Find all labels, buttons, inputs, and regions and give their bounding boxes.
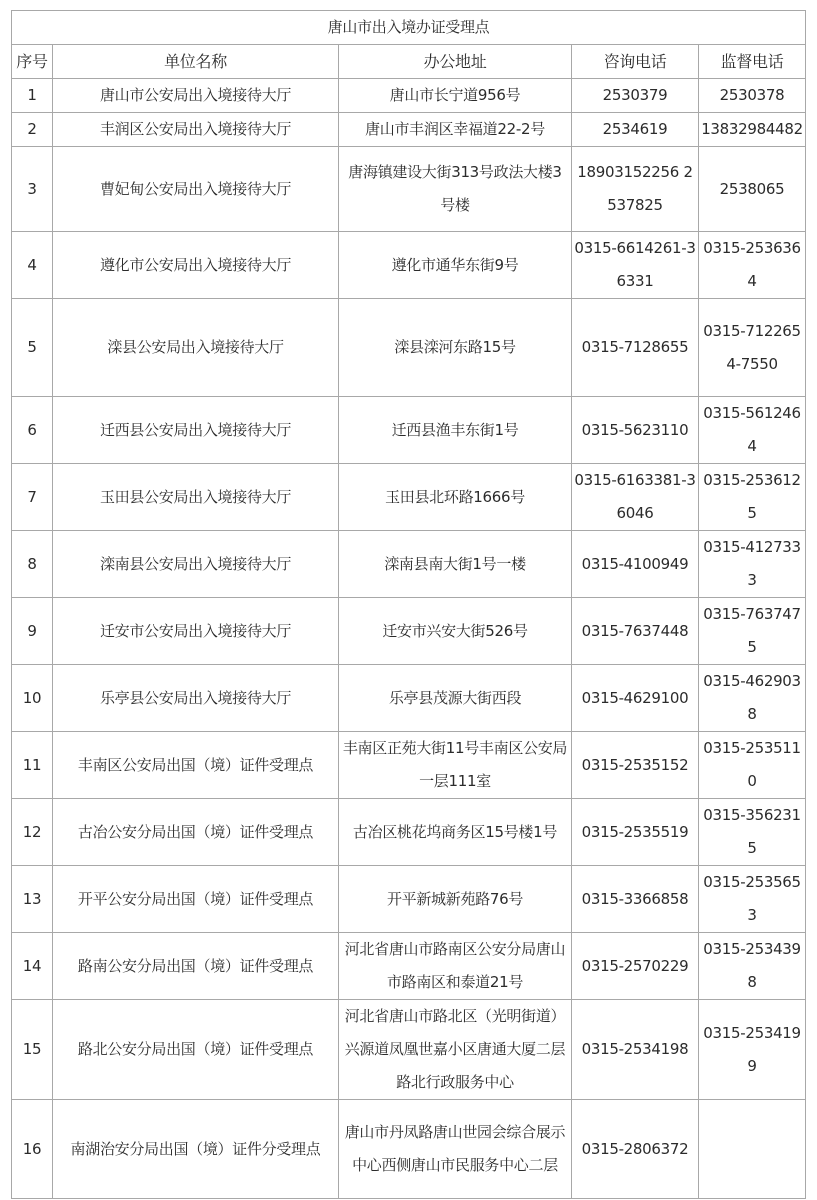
cell-address-text: 开平新城新苑路76号	[386, 889, 524, 908]
cell-address-text: 遵化市通华东街9号	[391, 255, 519, 274]
cell-address	[339, 732, 572, 799]
cell-supervise-phone	[699, 866, 806, 933]
cell-index	[12, 531, 53, 598]
cell-index-text: 10	[22, 688, 42, 707]
cell-address	[339, 799, 572, 866]
service-points-table	[11, 10, 806, 1199]
cell-index	[12, 933, 53, 1000]
cell-address-text: 唐山市长宁道956号	[389, 86, 521, 104]
cell-consult-phone-text: 0315-5623110	[581, 420, 689, 439]
header-consult-phone: 咨询电话	[572, 45, 699, 79]
cell-consult-phone-text: 0315-6163381-36046	[574, 471, 696, 522]
cell-unit-name-text: 唐山市公安局出入境接待大厅	[99, 86, 292, 104]
cell-index-text: 14	[22, 956, 42, 975]
cell-address	[339, 232, 572, 299]
cell-unit-name-text: 路北公安分局出国（境）证件受理点	[77, 1040, 314, 1058]
cell-unit-name	[53, 1000, 339, 1100]
cell-supervise-phone	[699, 598, 806, 665]
cell-consult-phone	[572, 464, 699, 531]
cell-address	[339, 866, 572, 933]
cell-address	[339, 1100, 572, 1199]
table-row	[12, 397, 806, 464]
cell-address	[339, 531, 572, 598]
cell-consult-phone	[572, 665, 699, 732]
cell-supervise-phone-text: 0315-4127333	[703, 538, 801, 589]
table-row	[12, 665, 806, 732]
cell-consult-phone	[572, 1100, 699, 1199]
cell-supervise-phone-text: 0315-7637475	[703, 605, 801, 656]
cell-address-text: 古冶区桃花坞商务区15号楼1号	[352, 822, 558, 841]
header-supervise-phone: 监督电话	[699, 45, 806, 79]
cell-address-text: 丰南区正苑大街11号丰南区公安局一层111室	[342, 739, 568, 790]
cell-supervise-phone	[699, 531, 806, 598]
cell-unit-name-text: 玉田县公安局出入境接待大厅	[99, 487, 292, 506]
cell-unit-name	[53, 732, 339, 799]
cell-unit-name	[53, 665, 339, 732]
cell-consult-phone-text: 0315-6614261-36331	[574, 239, 696, 290]
cell-index	[12, 598, 53, 665]
cell-consult-phone	[572, 933, 699, 1000]
cell-index-text: 8	[27, 554, 37, 573]
cell-address-text: 河北省唐山市路南区公安分局唐山市路南区和泰道21号	[344, 940, 566, 991]
cell-supervise-phone	[699, 1100, 806, 1199]
cell-unit-name	[53, 79, 339, 113]
cell-consult-phone	[572, 1000, 699, 1100]
cell-address-text: 迁西县渔丰东街1号	[391, 420, 519, 439]
cell-supervise-phone-text: 0315-5612464	[703, 404, 801, 455]
cell-address	[339, 665, 572, 732]
cell-consult-phone-text: 0315-4629100	[581, 688, 689, 707]
cell-unit-name	[53, 299, 339, 397]
cell-consult-phone	[572, 397, 699, 464]
cell-consult-phone-text: 2530379	[602, 86, 668, 104]
cell-consult-phone-text: 0315-4100949	[581, 554, 689, 573]
cell-address	[339, 147, 572, 232]
cell-address	[339, 113, 572, 147]
cell-unit-name	[53, 933, 339, 1000]
cell-address-text: 唐山市丹凤路唐山世园会综合展示中心西侧唐山市民服务中心二层	[344, 1123, 566, 1174]
cell-supervise-phone	[699, 232, 806, 299]
cell-supervise-phone-text: 0315-2534398	[703, 940, 801, 991]
cell-index	[12, 732, 53, 799]
table-row	[12, 79, 806, 113]
cell-consult-phone-text: 18903152256 2537825	[577, 163, 693, 214]
cell-index-text: 2	[27, 120, 37, 138]
table-title-row	[12, 11, 806, 45]
cell-supervise-phone-text: 0315-2535653	[703, 873, 801, 924]
cell-consult-phone	[572, 799, 699, 866]
cell-unit-name	[53, 147, 339, 232]
cell-unit-name-text: 路南公安分局出国（境）证件受理点	[77, 956, 314, 975]
cell-unit-name-text: 丰南区公安局出国（境）证件受理点	[77, 755, 314, 774]
cell-unit-name	[53, 464, 339, 531]
cell-consult-phone-text: 2534619	[602, 120, 668, 138]
cell-supervise-phone-text: 0315-2535110	[703, 739, 801, 790]
cell-supervise-phone	[699, 79, 806, 113]
table-row	[12, 732, 806, 799]
cell-consult-phone	[572, 598, 699, 665]
table-row	[12, 1100, 806, 1199]
cell-address	[339, 598, 572, 665]
cell-index	[12, 866, 53, 933]
cell-supervise-phone	[699, 113, 806, 147]
cell-unit-name	[53, 866, 339, 933]
cell-address-text: 滦县滦河东路15号	[394, 338, 516, 356]
cell-supervise-phone-text: 0315-3562315	[703, 806, 801, 857]
cell-address-text: 乐亭县茂源大街西段	[388, 688, 522, 707]
cell-index	[12, 397, 53, 464]
cell-supervise-phone	[699, 732, 806, 799]
cell-index	[12, 464, 53, 531]
table-title: 唐山市出入境办证受理点	[12, 11, 806, 45]
table-row	[12, 598, 806, 665]
cell-index	[12, 147, 53, 232]
cell-index-text: 12	[22, 822, 42, 841]
cell-index-text: 1	[27, 86, 37, 104]
cell-consult-phone-text: 0315-2534198	[581, 1040, 689, 1058]
cell-unit-name-text: 遵化市公安局出入境接待大厅	[99, 255, 292, 274]
cell-address	[339, 1000, 572, 1100]
cell-address-text: 唐山市丰润区幸福道22-2号	[365, 120, 545, 138]
cell-index-text: 3	[27, 179, 37, 198]
cell-unit-name-text: 开平公安分局出国（境）证件受理点	[77, 889, 314, 908]
cell-address	[339, 79, 572, 113]
cell-consult-phone	[572, 299, 699, 397]
cell-consult-phone	[572, 79, 699, 113]
cell-unit-name-text: 迁西县公安局出入境接待大厅	[99, 420, 292, 439]
table-row	[12, 531, 806, 598]
cell-index-text: 4	[27, 255, 37, 274]
cell-supervise-phone	[699, 299, 806, 397]
cell-unit-name	[53, 397, 339, 464]
table-row	[12, 113, 806, 147]
cell-unit-name-text: 乐亭县公安局出入境接待大厅	[99, 688, 292, 707]
cell-supervise-phone-text: 2530378	[719, 86, 785, 104]
table-row	[12, 299, 806, 397]
cell-unit-name-text: 滦南县公安局出入境接待大厅	[99, 554, 292, 573]
cell-index-text: 15	[22, 1040, 42, 1058]
cell-unit-name	[53, 1100, 339, 1199]
cell-address	[339, 464, 572, 531]
cell-consult-phone-text: 0315-2535152	[581, 755, 689, 774]
table-row	[12, 799, 806, 866]
cell-consult-phone	[572, 147, 699, 232]
cell-unit-name-text: 丰润区公安局出入境接待大厅	[99, 120, 292, 138]
cell-supervise-phone-text: 13832984482	[701, 120, 803, 138]
cell-consult-phone-text: 0315-7128655	[581, 338, 689, 356]
cell-supervise-phone	[699, 799, 806, 866]
cell-address	[339, 933, 572, 1000]
cell-unit-name	[53, 531, 339, 598]
cell-consult-phone	[572, 866, 699, 933]
cell-consult-phone	[572, 113, 699, 147]
cell-supervise-phone	[699, 464, 806, 531]
cell-unit-name	[53, 799, 339, 866]
cell-index	[12, 665, 53, 732]
cell-address-text: 河北省唐山市路北区（光明街道）兴源道凤凰世嘉小区唐通大厦二层路北行政服务中心	[344, 1007, 566, 1091]
cell-supervise-phone	[699, 1000, 806, 1100]
table-row	[12, 866, 806, 933]
cell-supervise-phone-text: 0315-2534199	[703, 1023, 801, 1075]
cell-supervise-phone	[699, 933, 806, 1000]
cell-address	[339, 299, 572, 397]
header-address: 办公地址	[339, 45, 572, 79]
cell-consult-phone-text: 0315-7637448	[581, 621, 689, 640]
cell-index	[12, 232, 53, 299]
cell-index	[12, 799, 53, 866]
table-row	[12, 1000, 806, 1100]
cell-unit-name-text: 曹妃甸公安局出入境接待大厅	[99, 179, 292, 198]
cell-index-text: 6	[27, 420, 37, 439]
cell-index-text: 16	[22, 1139, 42, 1158]
cell-index-text: 9	[27, 621, 37, 640]
table-row	[12, 147, 806, 232]
cell-supervise-phone-text: 2538065	[719, 179, 785, 198]
table-row	[12, 464, 806, 531]
cell-unit-name-text: 滦县公安局出入境接待大厅	[107, 338, 284, 356]
cell-index	[12, 1000, 53, 1100]
cell-consult-phone	[572, 531, 699, 598]
cell-supervise-phone	[699, 147, 806, 232]
cell-unit-name	[53, 113, 339, 147]
cell-unit-name	[53, 598, 339, 665]
cell-supervise-phone	[699, 397, 806, 464]
table-row	[12, 232, 806, 299]
cell-address-text: 滦南县南大街1号一楼	[384, 554, 526, 573]
cell-address-text: 唐海镇建设大街313号政法大楼3号楼	[348, 163, 562, 214]
cell-index-text: 7	[27, 487, 37, 506]
cell-supervise-phone	[699, 665, 806, 732]
table-row	[12, 933, 806, 1000]
cell-index-text: 13	[22, 889, 42, 908]
cell-address-text: 玉田县北环路1666号	[385, 487, 525, 506]
cell-supervise-phone-text: 0315-7122654-7550	[703, 321, 801, 373]
cell-supervise-phone-text: 0315-4629038	[703, 672, 801, 723]
header-unit-name: 单位名称	[53, 45, 339, 79]
cell-index	[12, 79, 53, 113]
cell-supervise-phone-text: 0315-2536125	[703, 471, 801, 522]
cell-index-text: 11	[22, 755, 42, 774]
cell-index-text: 5	[27, 338, 37, 356]
cell-index	[12, 113, 53, 147]
cell-consult-phone	[572, 732, 699, 799]
cell-consult-phone-text: 0315-2535519	[581, 822, 689, 841]
cell-consult-phone-text: 0315-3366858	[581, 889, 689, 908]
cell-address	[339, 397, 572, 464]
cell-supervise-phone-text: 0315-2536364	[703, 239, 801, 290]
cell-unit-name-text: 古冶公安分局出国（境）证件受理点	[77, 822, 314, 841]
table-header-row	[12, 45, 806, 79]
cell-consult-phone-text: 0315-2806372	[581, 1139, 689, 1158]
header-index: 序号	[12, 45, 53, 79]
cell-index	[12, 299, 53, 397]
cell-unit-name	[53, 232, 339, 299]
cell-consult-phone	[572, 232, 699, 299]
cell-consult-phone-text: 0315-2570229	[581, 956, 689, 975]
cell-unit-name-text: 南湖治安分局出国（境）证件分受理点	[70, 1139, 321, 1158]
cell-address-text: 迁安市兴安大街526号	[382, 621, 528, 640]
cell-unit-name-text: 迁安市公安局出入境接待大厅	[99, 621, 292, 640]
cell-index	[12, 1100, 53, 1199]
